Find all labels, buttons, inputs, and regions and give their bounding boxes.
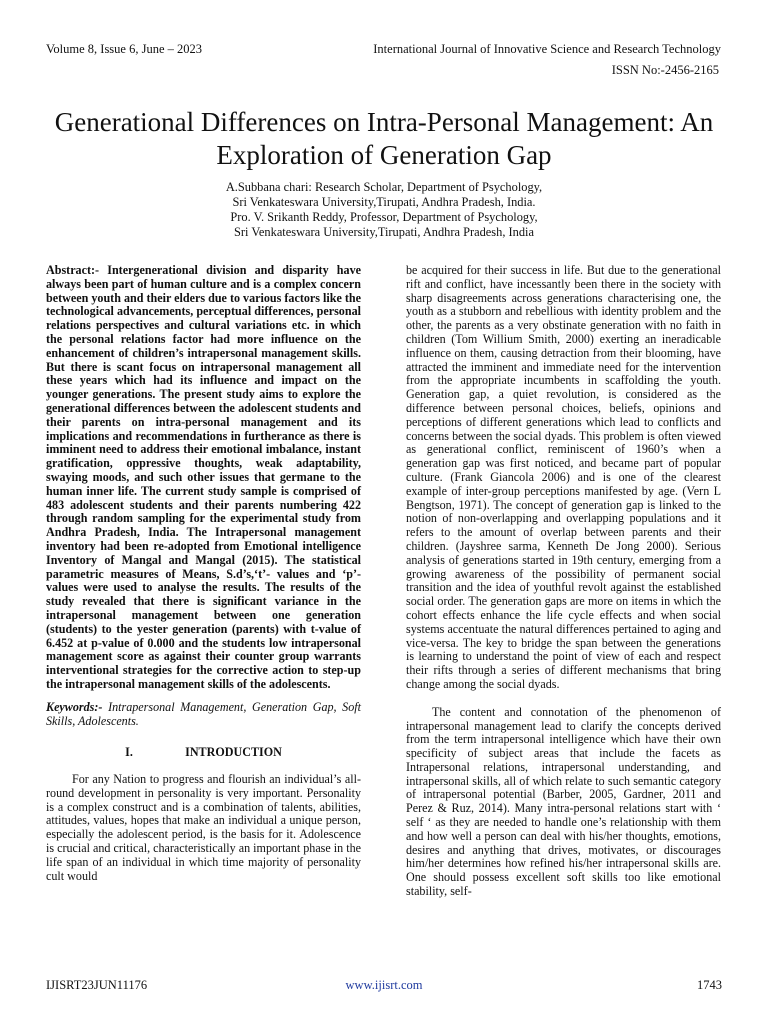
keywords (46, 701, 361, 729)
keywords-label: Keywords:- (46, 699, 103, 714)
body-paragraph: be acquired for their success in life. But due to the generational rift and conflict, have incessantly been there in the society with sharp disagreements across generations characterising one, the youth as a stubborn and rebellious with identity problem and the other, the parents as a very obstinate generation with no faith in children (Tom Willium Smith, 2000) exerting an ineradicable influence on them, causing detraction from their blooming, have attracted the imminent and immediate need for the intervention from the appropriate incumbents in scaffolding the youth. Generation gap, a quiet revolution, is considered as the difference between personal choices, beliefs, opinions and perceptions of different generations which lead to conflicts and concerns between the social dyads. This problem is often viewed as generational conflict, reminiscent of 1960’s when a generation gap was first noticed, and became part of popular culture. (Frank Giancola 2006) and is one of the clearest example of inter-group perceptions manifested by age. (Vern L Bengtson, 1971). The concept of generation gap is linked to the notion of non-overlapping and overlapping populations and it refers to the amount of overlap between parents and their children. (Jayshree sarma, Kenneth De Jong 2000). Serious analysis of generations started in 19th century, emerging from a growing awareness of the possibility of permanent social transition and the idea of youthful revolt against the established social order. The generation gaps are more on items in which the cohort effects enhance the life cycle effects and when social systems accentuate the natural differences pertained to aging and vice-versa. The key to bridge the span between the generations is learning to understand the point of view of each and respect their rifts through a series of different mechanisms that bring change among the social dyads. (406, 263, 721, 691)
paper-title: Generational Differences on Intra-Personal Management: An Exploration of Generation Gap (54, 107, 714, 171)
abstract: Abstract:- Intergenerational division and disparity have always been part of human culture and is a complex concern between youth and their elders due to various factors like the technological advancements, perceptual differences, personal relations perspectives and cultural variations etc. in which the personal relations factor had more influence on the enhancement of children’s intrapersonal management skills. But there is scant focus on intrapersonal management all these years which had its influence and impact on the younger generations. The present study aims to explore the generational differences between the adolescent students and their parents on intra-personal management and its implications and recommendations in furtherance as there is imminent need to address their emotional imbalance, instant gratification, oppressive thoughts, weak adaptability, swaying moods, and such other issues that germane to the human inner life. The current study sample is comprised of 483 adolescent students and their parents numbering 422 through random sampling for the experimental study from Andhra Pradesh, India. The Intrapersonal management inventory had been re-adopted from Emotional intelligence Inventory of Mangal and Mangal (2015). The statistical parametric measures of Means, S.d’s,‘t’- values and ‘p’- values were used to analyse the results. The results of the study revealed that there is significant variance in the intrapersonal management between one generation (students) to the yester generation (parents) with t-value of 6.452 at p-value of 0.000 and the students low intrapersonal management score as against their counter group warrants interventional strategies for the corrective action to step-up the intrapersonal management skills of the adolescents. (46, 263, 361, 691)
footer-url-link[interactable]: www.ijisrt.com (345, 978, 423, 992)
section-heading (46, 746, 361, 760)
right-column (406, 264, 721, 899)
footer-page-number: 1743 (697, 978, 722, 992)
author-line: Pro. V. Srikanth Reddy, Professor, Department of Psychology, (230, 210, 538, 224)
section-title: INTRODUCTION (185, 745, 282, 760)
left-column (46, 264, 361, 883)
footer-paper-id: IJISRT23JUN11176 (46, 978, 148, 992)
header-issn: ISSN No:-2456-2165 (611, 63, 719, 77)
body-paragraph: The content and connotation of the phenomenon of intrapersonal management lead to clarify the concepts derived from the term intrapersonal intelligence which have their own specificity of subject areas that include the facets as Intrapersonal relations, intrapersonal understanding, and intrapersonal skills, all of which relate to such semantic category of intrapersonal potential (Barber, 2005, Gardner, 2011 and Perez & Ruz, 2014). Many intra-personal relations start with ‘ self ‘ as they are needed to handle one’s relationship with them and how well a person can deal with his/her thoughts, emotions, desires and anything that drives, motivates, or discourages him/her determines how refined his/her intrapersonal skills are. One should possess excellent soft skills too like emotional stability, self- (406, 704, 721, 899)
section-number: I. (125, 745, 133, 760)
keywords-text: Intrapersonal Management, Generation Gap, Soft Skills, Adolescents. (46, 699, 361, 728)
header-volume: Volume 8, Issue 6, June – 2023 (46, 42, 203, 56)
author-block (100, 180, 668, 240)
intro-paragraph: For any Nation to progress and flourish an individual’s all-round development in personality is very important. Personality is a complex construct and is a combination of talents, abilities, attitudes, values, hopes that make an individual a unique person, especially the adolescent period, is the basis for it. Adolescence is crucial and critical, characteristically an important phase in the life span of an individual in which time majority of personality cult would (46, 772, 361, 883)
author-line: A.Subbana chari: Research Scholar, Department of Psychology, (225, 180, 543, 194)
author-line: Sri Venkateswara University,Tirupati, Andhra Pradesh, India. (232, 195, 536, 209)
author-line: Sri Venkateswara University,Tirupati, Andhra Pradesh, India (234, 225, 534, 239)
header-journal: International Journal of Innovative Science and Research Technology (373, 42, 721, 56)
